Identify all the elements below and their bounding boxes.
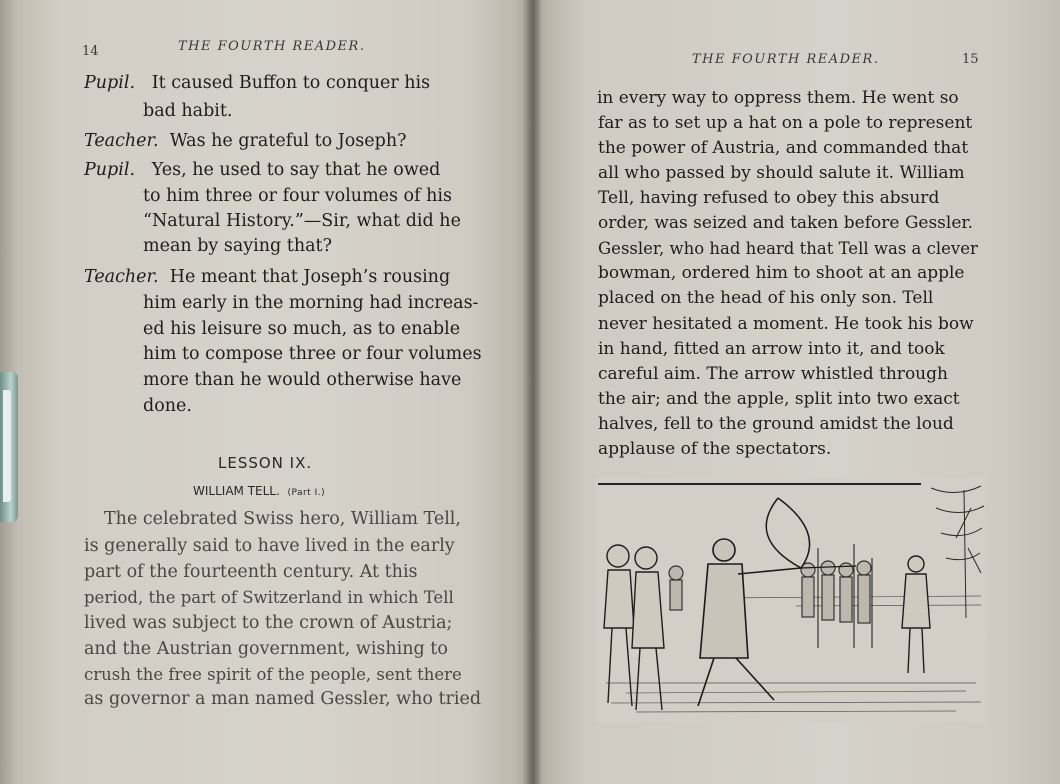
right-page-number: 15 xyxy=(962,52,979,67)
lesson-line: as governor a man named Gessler, who tried xyxy=(84,689,482,709)
body-line: in every way to oppress them. He went so xyxy=(597,88,959,108)
body-line: all who passed by should salute it. William xyxy=(598,163,965,183)
body-line: placed on the head of his only son. Tell xyxy=(598,288,934,308)
dialogue-line: done. xyxy=(143,396,192,416)
body-line: in hand, fitted an arrow into it, and took xyxy=(598,339,945,359)
body-line: bowman, ordered him to shoot at an apple xyxy=(598,263,965,283)
dialogue-line: Was he grateful to Joseph? xyxy=(169,131,407,151)
body-line: far as to set up a hat on a pole to represent xyxy=(598,113,973,133)
dialogue-line: It caused Buffon to conquer his xyxy=(151,73,431,93)
left-page-number: 14 xyxy=(82,44,99,59)
dialogue-speaker: Teacher. xyxy=(84,267,159,287)
dialogue-speaker: Pupil. xyxy=(84,73,136,93)
body-line: never hesitated a moment. He took his bow xyxy=(598,314,974,334)
lesson-line: part of the fourteenth century. At this xyxy=(84,562,418,582)
lesson-line: lived was subject to the crown of Austria; xyxy=(84,613,453,633)
lesson-part: (Part I.) xyxy=(287,488,326,498)
body-line: Gessler, who had heard that Tell was a clever xyxy=(598,239,978,258)
body-line: the power of Austria, and commanded that xyxy=(598,138,969,158)
archer-illustration xyxy=(596,478,986,722)
body-line: Tell, having refused to obey this absurd xyxy=(598,188,940,208)
dialogue-line: him early in the morning had increas- xyxy=(143,293,479,313)
binder-clip xyxy=(0,372,18,522)
left-running-head: THE FOURTH READER. xyxy=(178,39,366,54)
dialogue-line: more than he would otherwise have xyxy=(143,370,462,390)
lesson-line: period, the part of Switzerland in which Tell xyxy=(84,588,454,607)
lesson-subtitle xyxy=(193,484,325,498)
body-line: the air; and the apple, split into two exact xyxy=(598,389,960,409)
dialogue-speaker: Pupil. xyxy=(84,160,136,180)
lesson-subtitle-text: WILLIAM TELL. xyxy=(193,484,280,498)
dialogue-line: mean by saying that? xyxy=(143,236,332,256)
body-line: halves, fell to the ground amidst the loud xyxy=(598,414,954,434)
body-line: careful aim. The arrow whistled through xyxy=(598,364,948,384)
dialogue-line: Yes, he used to say that he owed xyxy=(151,160,441,180)
right-running-head: THE FOURTH READER. xyxy=(692,52,880,67)
body-line: order, was seized and taken before Gessler. xyxy=(598,213,974,233)
dialogue-line: ed his leisure so much, as to enable xyxy=(143,319,461,339)
dialogue-speaker: Teacher. xyxy=(84,131,159,151)
lesson-title: LESSON IX. xyxy=(218,454,313,472)
lesson-line: The celebrated Swiss hero, William Tell, xyxy=(104,509,461,529)
dialogue-line: him to compose three or four volumes xyxy=(143,344,482,364)
lesson-line: crush the free spirit of the people, sent there xyxy=(84,665,462,684)
lesson-line: and the Austrian government, wishing to xyxy=(84,639,448,659)
book-gutter xyxy=(522,0,542,784)
lesson-line: is generally said to have lived in the early xyxy=(84,536,455,556)
dialogue-line: bad habit. xyxy=(143,101,233,121)
dialogue-line: “Natural History.”—Sir, what did he xyxy=(143,211,461,231)
body-line: applause of the spectators. xyxy=(598,439,832,459)
dialogue-line: to him three or four volumes of his xyxy=(143,186,452,206)
dialogue-line: He meant that Joseph’s rousing xyxy=(169,267,451,287)
binder-clip-highlight xyxy=(3,390,11,502)
